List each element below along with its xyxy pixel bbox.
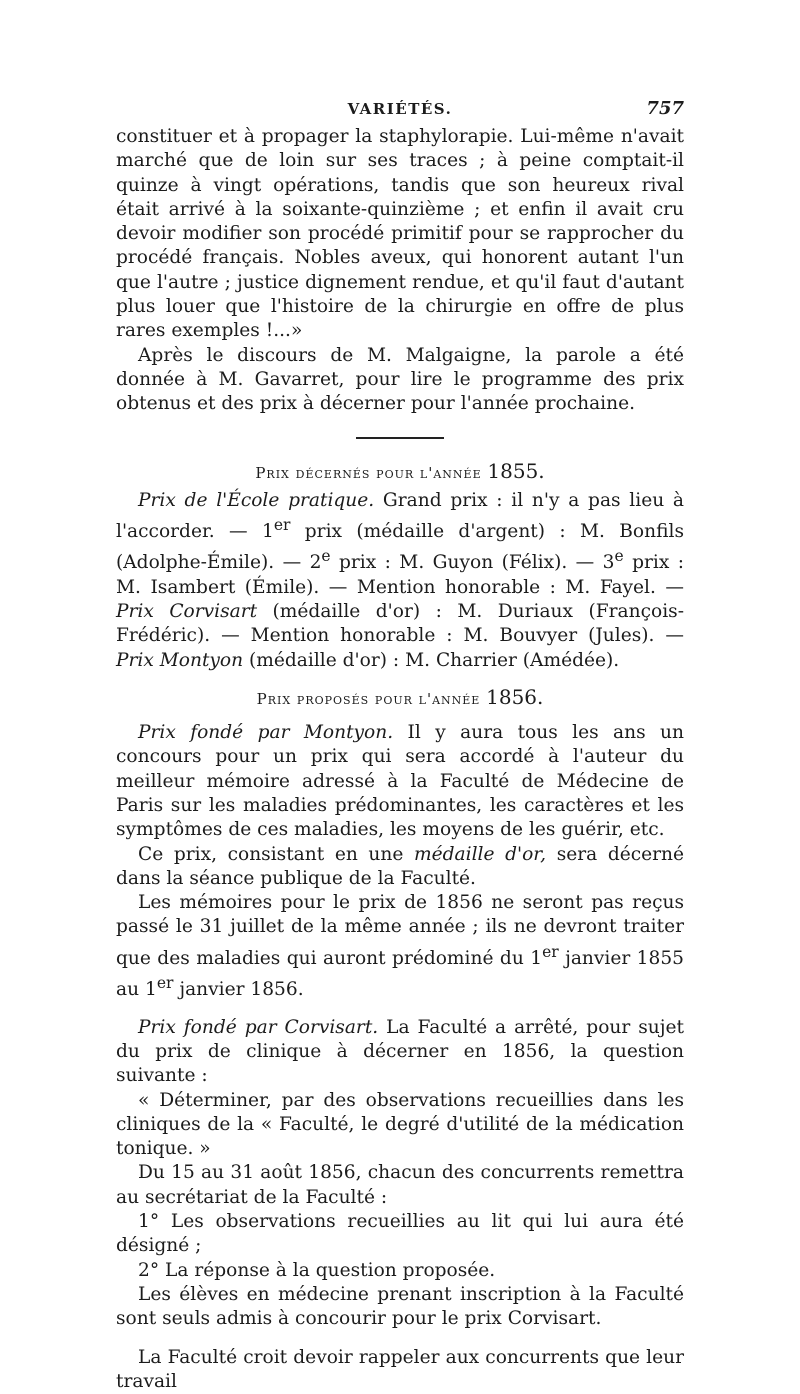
page-number: 757 (646, 98, 684, 119)
awarded-ecole-label: Prix de l'École pratique. (138, 489, 375, 511)
awarded-corvisart-text: (médaille d'or) : M. Duriaux (François-Frédéric). — Mention honorable : M. Bouvyer (Jules). — (116, 601, 684, 647)
paragraph-deadline: Du 15 au 31 août 1856, chacun des concurrents remettra au secrétariat de la Faculté : (116, 1162, 684, 1208)
proposed-prix-medal: médaille d'or, (414, 843, 547, 865)
paragraph-malgaigne: Après le discours de M. Malgaigne, la parole a été donnée à M. Gavarret, pour lire le programme des prix obtenus et des prix à décerner pour l'année prochaine. (116, 344, 684, 415)
page-body (116, 125, 684, 1394)
awarded-ecole-text-a: Grand prix : il n'y a pas lieu à l'accorder. — 1 (116, 489, 684, 543)
section-heading-awarded-label: Prix décernés pour l'année (255, 463, 482, 482)
section-heading-proposed-year: 1856. (486, 685, 544, 710)
proposed-prix-b: sera décerné dans la séance publique de la Faculté. (116, 843, 685, 889)
proposed-prix-a: Ce prix, consistant en une (138, 843, 415, 865)
section-divider (356, 437, 444, 439)
section-heading-awarded (116, 459, 684, 485)
awarded-ecole-sup-c: e (614, 547, 624, 566)
awarded-ecole-sup-a: er (273, 515, 291, 534)
section-heading-proposed-label: Prix proposés pour l'année (256, 690, 481, 709)
paragraph-intro: constituer et à propager la staphylorapie. Lui-même n'avait marché que de loin sur ses traces ; à peine comptait-il quinze à vingt opérations, tandis que son heureux rival était arrivé à la soixante-quinzième ; et enfin il avait cru devoir modifier son procédé primitif pour se rapprocher du procédé français. Nobles aveux, qui honorent autant l'un que l'autre ; justice dignement rendue, et qu'il faut d'autant plus louer que l'histoire de la chirurgie en offre de plus rares exemples !...» (116, 126, 684, 342)
awarded-ecole-text-b: prix (médaille d'argent) : M. Bonfils (Adolphe-Émile). — 2 (116, 521, 684, 574)
awarded-montyon-label: Prix Montyon (116, 649, 244, 671)
paragraph-eleves: Les élèves en médecine prenant inscription à la Faculté sont seuls admis à concourir pour le prix Corvisart. (116, 1283, 684, 1330)
running-head (116, 100, 684, 124)
proposed-memoires-sup-b: er (156, 974, 174, 993)
list-item-reponse: 2° La réponse à la question proposée. (138, 1259, 496, 1281)
paragraph-memoires (116, 891, 684, 1003)
paragraph-prix-medal (116, 843, 684, 892)
proposed-montyon-text: Il y aura tous les ans un concours pour un prix qui sera accordé à l'auteur du meilleur mémoire adressé à la Faculté de Médecine de Paris sur les maladies prédominantes, les caractères et les symptômes de ces maladies, les moyens de les guérir, etc. (116, 722, 684, 841)
proposed-corvisart-label: Prix fondé par Corvisart. (138, 1016, 379, 1038)
list-item-observations: 1° Les observations recueillies au lit qui lui aura été désigné ; (116, 1211, 684, 1257)
section-heading-proposed (116, 685, 684, 711)
paragraph-corvisart (116, 1016, 684, 1089)
section-heading-awarded-year: 1855. (487, 458, 545, 483)
paragraph-montyon (116, 721, 684, 842)
awarded-ecole-sup-b: e (321, 547, 331, 566)
paragraph-last: La Faculté croit devoir rappeler aux concurrents que leur travail (116, 1346, 684, 1392)
paragraph-awarded (116, 489, 684, 673)
awarded-ecole-text-d: prix : M. Isambert (Émile). — Mention honorable : M. Fayel. — (116, 552, 684, 598)
awarded-montyon-text: (médaille d'or) : M. Charrier (Amédée). (243, 649, 620, 671)
proposed-corvisart-text: La Faculté a arrêté, pour sujet du prix de clinique à décerner en 1856, la question suivante : (116, 1016, 684, 1087)
awarded-ecole-text-c: prix : M. Guyon (Félix). — 3 (330, 552, 615, 574)
proposed-memoires-c: janvier 1856. (173, 979, 304, 1001)
paragraph-question: « Déterminer, par des observations recueillies dans les cliniques de la « Faculté, le degré d'utilité de la médication tonique. » (116, 1089, 684, 1160)
proposed-montyon-label: Prix fondé par Montyon. (138, 722, 394, 744)
proposed-memoires-sup-a: er (542, 942, 559, 961)
proposed-memoires-b: janvier 1855 au 1 (116, 947, 685, 1001)
awarded-corvisart-label: Prix Corvisart (116, 601, 258, 623)
running-head-title: VARIÉTÉS. (347, 100, 453, 118)
proposed-memoires-a: Les mémoires pour le prix de 1856 ne seront pas reçus passé le 31 juillet de la même année ; ils ne devront traiter que des maladies qui auront prédominé du 1 (116, 892, 684, 969)
